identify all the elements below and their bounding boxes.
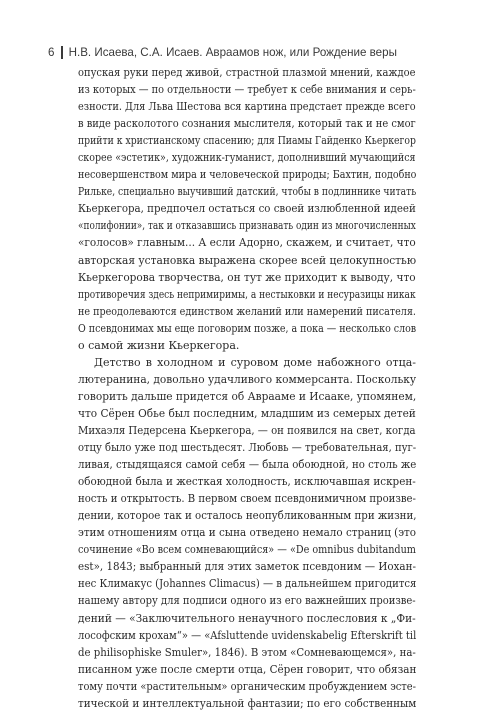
- text-line: «полифонии», так и отказавшись признавать один из многочисленных: [78, 219, 416, 233]
- text-line: de philisophiske Smuler», 1846). В этом «Сомневающемся», на-: [78, 645, 416, 659]
- text-line: тому почти «растительным» органическим пробуждением эсте-: [78, 679, 416, 693]
- text-line: писанном уже после смерти отца, Сёрен говорит, что обязан: [78, 662, 417, 676]
- text-line: дении, которое так и осталось неопубликованным при жизни,: [78, 509, 417, 523]
- text-line: скорее «эстетик», художник-гуманист, дополнивший мучающийся: [78, 151, 416, 165]
- text-line: отцу было уже под шестьдесят. Любовь — требовательная, пуг-: [78, 441, 417, 455]
- text-line: О псевдонимах мы еще поговорим позже, а пока — несколько слов: [78, 321, 417, 335]
- paragraph-1: [78, 64, 416, 354]
- text-line: нашему автору для подписи одного из его важнейших произве-: [78, 594, 416, 608]
- header-divider: [61, 46, 63, 59]
- text-line: из которых — по отдельности — требует к себе внимания и серь-: [78, 83, 416, 97]
- text-line: Рильке, специально выучивший датский, чтобы в подлиннике читать: [78, 185, 417, 199]
- page-number: 6: [48, 45, 55, 59]
- text-line: ность и открытость. В первом своем псевдонимичном произве-: [78, 492, 416, 506]
- text-line: ливая, стыдящаяся самой себя — была обоюдной, но столь же: [78, 458, 417, 472]
- running-title: Н.В. Исаева, С.А. Исаев. Авраамов нож, или Рождение веры: [68, 45, 397, 59]
- text-line: несовершенством мира и человеческой природы; Бахтин, подобно: [78, 168, 417, 182]
- text-line: лютеранина, довольно удачливого коммерсанта. Поскольку: [78, 372, 417, 386]
- text-line: не преодолеваются единством желаний или намерений писателя.: [78, 304, 416, 318]
- text-line: Кьеркегорова творчества, он тут же приходит к выводу, что: [78, 270, 416, 284]
- text-line: тической и интеллектуальной фантазии; по его собственным: [78, 696, 417, 710]
- text-line: Кьеркегора, предпочел остаться со своей излюбленной идеей: [78, 202, 416, 216]
- paragraph-2: [78, 354, 416, 712]
- text-line: этим отношениям отца и сына отведено немало страниц (это: [78, 526, 417, 540]
- text-line: говорить дальше придется об Аврааме и Исааке, упомянем,: [78, 389, 417, 403]
- text-line: что Сёрен Обье был последним, младшим из семерых детей: [78, 406, 416, 420]
- text-line: Михаэля Педерсена Кьеркегора, — он появился на свет, когда: [78, 423, 416, 437]
- text-line: противоречия здесь непримиримы, а нестыковки и несуразицы никак: [78, 287, 416, 301]
- text-line: авторская установка выражена скорее всей целокупностью: [78, 253, 417, 267]
- text-line: в виде расколотого сознания мыслителя, который так и не смог: [78, 117, 416, 131]
- text-line: езности. Для Льва Шестова вся картина предстает прежде всего: [78, 100, 416, 114]
- text-line: «голосов» главным... А если Адорно, скажем, и считает, что: [78, 236, 416, 250]
- text-line: нес Климакус (Johannes Climacus) — в дальнейшем пригодится: [78, 577, 417, 591]
- body-text: [78, 64, 416, 712]
- text-line: Детство в холодном и суровом доме набожного отца-: [94, 355, 416, 369]
- text-line: est», 1843; выбранный для этих заметок псевдоним — Иохан-: [78, 560, 416, 574]
- running-head: [48, 44, 448, 60]
- text-line: дений — «Заключительного ненаучного послесловия к „Фи-: [78, 611, 416, 625]
- text-line: обоюдной была и жесткая холодность, исключавшая искрен-: [78, 475, 416, 489]
- text-line: сочинение «Во всем сомневающийся» — «De omnibus dubitandum: [78, 543, 416, 557]
- text-line: лософским крохам“» — «Afsluttende uvidenskabelig Efterskrift til: [78, 628, 417, 642]
- text-line: о самой жизни Кьеркегора.: [78, 338, 240, 352]
- text-line: прийти к христианскому спасению; для Пиамы Гайденко Кьеркегор: [78, 134, 416, 148]
- text-line: опуская руки перед живой, страстной плазмой мнений, каждое: [78, 66, 416, 79]
